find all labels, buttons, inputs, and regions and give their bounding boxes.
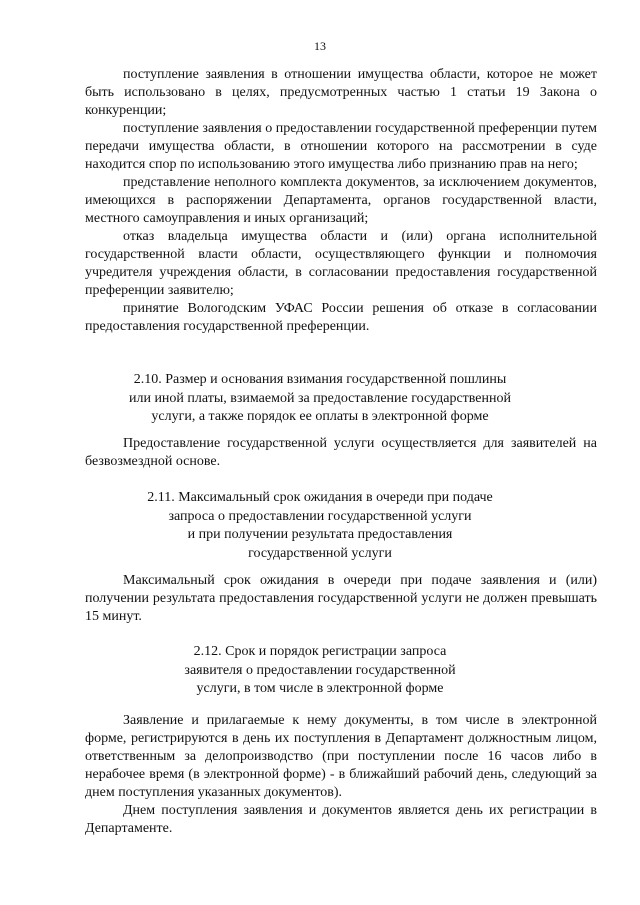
section-2-12-text — [85, 712, 597, 838]
paragraph: принятие Вологодским УФАС России решения об отказе в согласовании предоставления государственной преференции. — [85, 301, 597, 334]
heading-line: или иной платы, взимаемой за предоставление государственной — [128, 390, 512, 406]
paragraph: Заявление и прилагаемые к нему документы, в том числе в электронной форме, регистрируются в день их поступления в Департамент должностным лицом, ответственным за делопроизводство (при поступлении после 16 часов либо в нерабочее время (в электронной форме) - в ближайший рабочий день, следующий за днем поступления указанных документов). — [85, 713, 597, 800]
section-2-10-text — [85, 435, 597, 471]
paragraph: отказ владельца имущества области и (или) органа исполнительной государственной власти области, осуществляющего функции и полномочия учредителя учреждения области, в согласовании предоставления государственной преференции заявителю; — [85, 229, 597, 298]
paragraph: представление неполного комплекта документов, за исключением документов, имеющихся в распоряжении Департамента, органов государственной власти, местного самоуправления и иных организаций; — [85, 175, 597, 226]
paragraph: Днем поступления заявления и документов является день их регистрации в Департаменте. — [85, 803, 597, 836]
heading-line: 2.12. Срок и порядок регистрации запроса — [193, 644, 447, 659]
refusal-grounds-list — [85, 66, 597, 336]
heading-line: услуги, а также порядок ее оплаты в электронной форме — [151, 409, 489, 424]
heading-line: и при получении результата предоставления — [187, 527, 453, 542]
section-heading-2-12 — [60, 643, 580, 699]
heading-line: 2.11. Максимальный срок ожидания в очереди при подаче — [147, 490, 493, 505]
heading-line: заявителя о предоставлении государственной — [184, 662, 456, 678]
heading-line: запроса о предоставлении государственной услуги — [168, 508, 472, 524]
section-heading-2-10 — [60, 371, 580, 427]
paragraph: Максимальный срок ожидания в очереди при подаче заявления и (или) получении результата предоставления государственной услуги не должен превышать 15 минут. — [85, 573, 597, 624]
section-heading-2-11 — [60, 489, 580, 563]
page-number: 13 — [314, 39, 326, 53]
heading-line: 2.10. Размер и основания взимания государственной пошлины — [133, 372, 507, 387]
paragraph: поступление заявления в отношении имущества области, которое не может быть использовано в целях, предусмотренных частью 1 статьи 19 Закона о конкуренции; — [85, 67, 597, 118]
section-2-11-text — [85, 572, 597, 626]
heading-line: государственной услуги — [248, 545, 392, 561]
paragraph: поступление заявления о предоставлении государственной преференции путем передачи имущества области, в отношении которого на рассмотрении в суде находится спор по использованию этого имущества либо признанию прав на него; — [85, 121, 597, 172]
paragraph: Предоставление государственной услуги осуществляется для заявителей на безвозмездной основе. — [85, 436, 597, 469]
heading-line: услуги, в том числе в электронной форме — [196, 681, 444, 696]
